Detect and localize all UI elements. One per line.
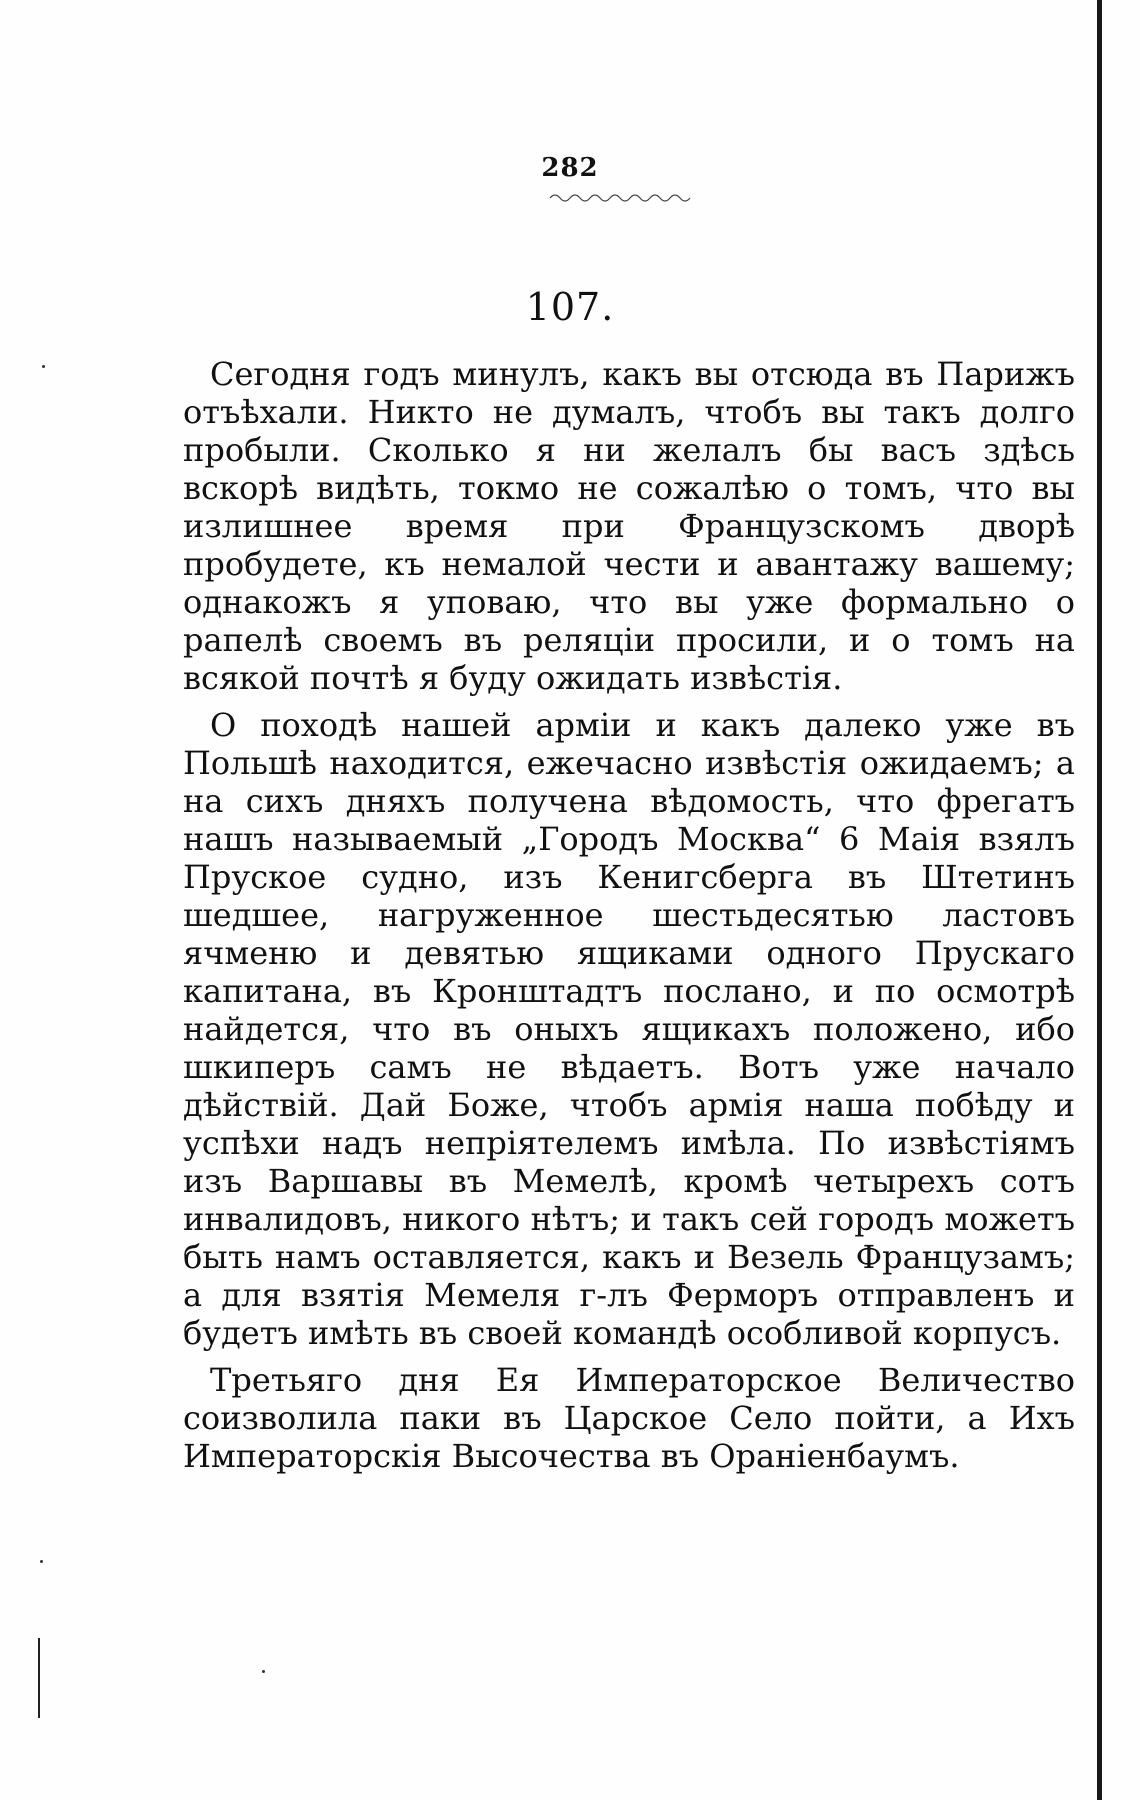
- scan-edge-border: [1097, 0, 1102, 1800]
- scan-speck: [262, 1670, 265, 1673]
- paragraph-3: Третьяго дня Ея Императорское Величество соизволила паки въ Царское Село пойти, а Ихъ Императорскія Высочества въ Ораніенбаумъ.: [183, 1361, 1075, 1475]
- letter-body: [183, 355, 1075, 1475]
- letter-number: 107.: [525, 285, 615, 329]
- scan-speck: [40, 1560, 43, 1563]
- scan-margin-mark: [38, 1638, 40, 1718]
- wavy-rule-ornament: [548, 190, 698, 204]
- page-number: 282: [541, 153, 599, 183]
- paragraph-1: Сегодня годъ минулъ, какъ вы отсюда въ Парижъ отъѣхали. Никто не думалъ, чтобъ вы такъ долго пробыли. Сколько я ни желалъ бы васъ здѣсь вскорѣ видѣть, токмо не сожалѣю о томъ, что вы излишнее время при Французскомъ дворѣ пробудете, къ немалой чести и авантажу вашему; однакожъ я уповаю, что вы уже формально о рапелѣ своемъ въ реляціи просили, и о томъ на всякой почтѣ я буду ожидать извѣстія.: [183, 355, 1075, 697]
- paragraph-2: О походѣ нашей арміи и какъ далеко уже въ Польшѣ находится, ежечасно извѣстія ожидаемъ; а на сихъ дняхъ получена вѣдомость, что фрегатъ нашъ называемый „Городъ Москва“ 6 Маія взялъ Прускoе судно, изъ Кенигсберга въ Штетинъ шедшее, нагруженное шестьдесятью ластовъ ячменю и девятью ящиками одного Прускаго капитана, въ Кронштадтъ послано, и по осмотрѣ найдется, что въ оныхъ ящикахъ положено, ибо шкиперъ самъ не вѣдаетъ. Вотъ уже начало дѣйствій. Дай Боже, чтобъ армія наша побѣду и успѣхи надъ непріятелемъ имѣла. По извѣстіямъ изъ Варшавы въ Мемелѣ, кромѣ четырехъ сотъ инвалидовъ, никого нѣтъ; и такъ сей городъ можетъ быть намъ оставляется, какъ и Везель Французамъ; а для взятія Мемеля г-лъ Ферморъ отправленъ и будетъ имѣть въ своей командѣ особливой корпусъ.: [183, 706, 1075, 1352]
- scan-speck: [42, 365, 45, 368]
